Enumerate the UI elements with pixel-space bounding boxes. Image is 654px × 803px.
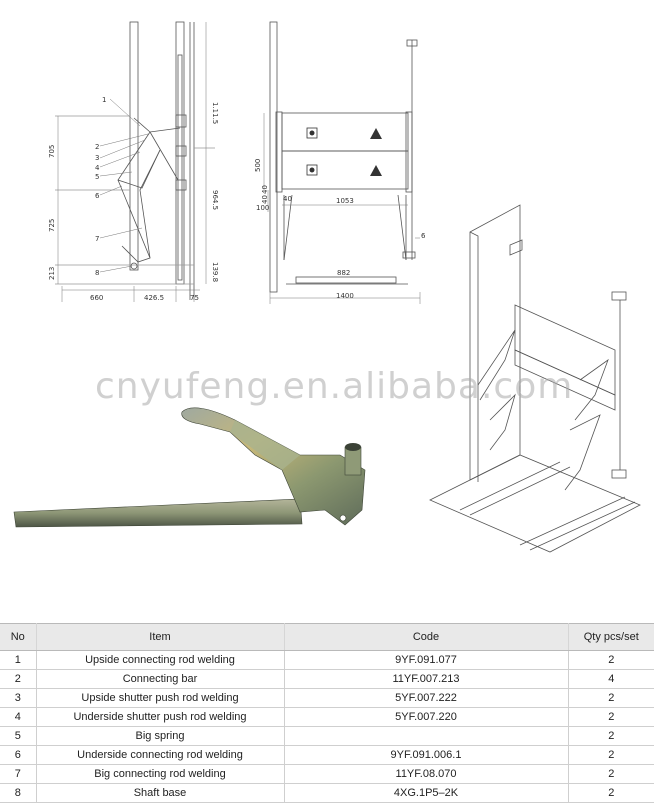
column-header-code: Code <box>284 624 568 651</box>
dim-1400: 1400 <box>336 292 354 300</box>
dim-1053: 1053 <box>336 197 354 205</box>
cell-qty: 2 <box>568 727 654 746</box>
table-row <box>0 670 654 689</box>
cell-item: Underside shutter push rod welding <box>36 708 284 727</box>
dim-426-5: 426.5 <box>144 294 165 302</box>
watermark-text: cnyufeng.en.alibaba.com <box>95 366 574 407</box>
cell-item: Upside connecting rod welding <box>36 651 284 670</box>
table-row <box>0 746 654 765</box>
column-header-no: No <box>0 624 36 651</box>
cell-code: 4XG.1P5–2K <box>284 784 568 803</box>
cell-no: 5 <box>0 727 36 746</box>
parts-table <box>0 623 654 803</box>
table-row <box>0 689 654 708</box>
part-label: 2 <box>95 143 100 151</box>
part-label: 1 <box>102 96 107 104</box>
cell-no: 7 <box>0 765 36 784</box>
side-part-labels <box>95 96 106 277</box>
dim-40-a: 40 <box>261 185 269 194</box>
dim-500: 500 <box>254 158 262 172</box>
cell-item: Connecting bar <box>36 670 284 689</box>
dim-40-b: 40 <box>261 195 269 204</box>
dim-139-8: 139.8 <box>211 262 219 283</box>
cell-qty: 2 <box>568 746 654 765</box>
cell-qty: 4 <box>568 670 654 689</box>
cell-qty: 2 <box>568 784 654 803</box>
cell-no: 8 <box>0 784 36 803</box>
cell-no: 3 <box>0 689 36 708</box>
cell-code: 9YF.091.077 <box>284 651 568 670</box>
dim-1-11-5: 1.11.5 <box>211 102 219 125</box>
cell-qty: 2 <box>568 689 654 708</box>
part-label: 3 <box>95 154 100 162</box>
cell-code: 11YF.007.213 <box>284 670 568 689</box>
cell-no: 6 <box>0 746 36 765</box>
cell-code: 5YF.007.222 <box>284 689 568 708</box>
table-row <box>0 727 654 746</box>
cell-no: 2 <box>0 670 36 689</box>
front-dimension-texts <box>254 159 426 300</box>
cell-qty: 2 <box>568 708 654 727</box>
cell-no: 4 <box>0 708 36 727</box>
part-label: 7 <box>95 235 100 243</box>
dim-213: 213 <box>48 266 56 280</box>
part-label: 4 <box>95 164 100 172</box>
table-header-row <box>0 624 654 651</box>
cell-item: Underside connecting rod welding <box>36 746 284 765</box>
dim-882: 882 <box>337 269 351 277</box>
table-row <box>0 708 654 727</box>
dim-40-d: 40 <box>283 195 292 203</box>
connecting-rod-photo <box>14 408 365 527</box>
column-header-qty: Qty pcs/set <box>568 624 654 651</box>
dim-725: 725 <box>48 218 56 232</box>
side-elevation <box>55 22 215 300</box>
cell-code <box>284 727 568 746</box>
front-panel-icons <box>307 128 382 176</box>
part-label: 5 <box>95 173 100 181</box>
cell-qty: 2 <box>568 765 654 784</box>
table-row <box>0 765 654 784</box>
column-header-item: Item <box>36 624 284 651</box>
cell-item: Big connecting rod welding <box>36 765 284 784</box>
cell-item: Shaft base <box>36 784 284 803</box>
cell-code: 9YF.091.006.1 <box>284 746 568 765</box>
cell-item: Big spring <box>36 727 284 746</box>
cell-no: 1 <box>0 651 36 670</box>
part-label: 8 <box>95 269 100 277</box>
front-elevation <box>270 22 417 292</box>
dim-100: 100 <box>256 204 270 212</box>
dim-705: 705 <box>48 144 56 158</box>
dim-964-5: 964.5 <box>211 190 219 211</box>
cell-qty: 2 <box>568 651 654 670</box>
table-row <box>0 651 654 670</box>
part-label: 6 <box>95 192 100 200</box>
dim-75: 75 <box>190 294 199 302</box>
part-label-6: 6 <box>421 232 426 240</box>
dim-660: 660 <box>90 294 104 302</box>
cell-item: Upside shutter push rod welding <box>36 689 284 708</box>
cell-code: 5YF.007.220 <box>284 708 568 727</box>
cell-code: 11YF.08.070 <box>284 765 568 784</box>
side-dimension-texts <box>48 102 219 302</box>
